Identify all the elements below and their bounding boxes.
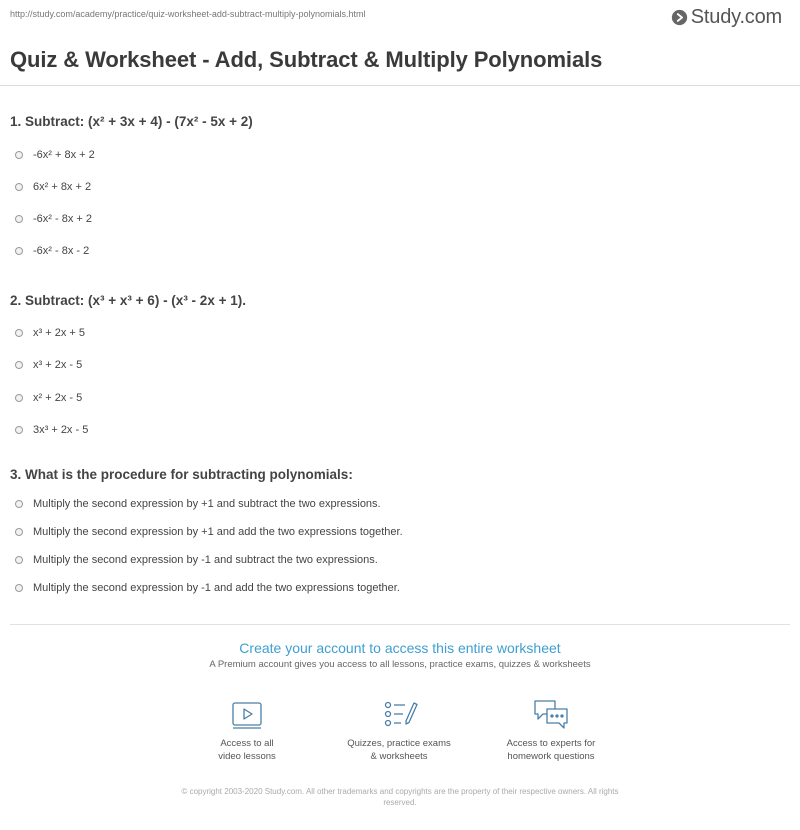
study-logo-icon bbox=[671, 9, 688, 26]
radio-button[interactable] bbox=[15, 426, 23, 434]
question-3 bbox=[10, 467, 353, 482]
question-1 bbox=[10, 114, 253, 129]
radio-button[interactable] bbox=[15, 528, 23, 536]
video-play-icon bbox=[227, 697, 267, 733]
answer-option[interactable] bbox=[15, 424, 88, 436]
option-label: -6x² + 8x + 2 bbox=[33, 149, 95, 161]
feature-experts bbox=[481, 697, 621, 764]
copyright-line2: reserved. bbox=[383, 798, 417, 808]
answer-option[interactable] bbox=[15, 498, 381, 510]
radio-button[interactable] bbox=[15, 584, 23, 592]
answer-option[interactable] bbox=[15, 213, 92, 225]
feature-quizzes bbox=[329, 697, 469, 764]
feature-video-lessons bbox=[177, 697, 317, 764]
answer-option[interactable] bbox=[15, 327, 85, 339]
question-prompt: Subtract: (x³ + x³ + 6) - (x³ - 2x + 1). bbox=[25, 293, 246, 308]
answer-option[interactable] bbox=[15, 245, 89, 257]
feature-label-line1: Access to experts for bbox=[506, 738, 596, 749]
checklist-icon bbox=[379, 697, 419, 733]
question-number: 3. bbox=[10, 467, 22, 482]
feature-label-line2: & worksheets bbox=[370, 751, 428, 763]
answer-option[interactable] bbox=[15, 554, 378, 566]
feature-label-line2: video lessons bbox=[218, 751, 276, 763]
title-divider bbox=[0, 85, 800, 86]
option-label: Multiply the second expression by +1 and subtract the two expressions. bbox=[33, 498, 381, 510]
radio-button[interactable] bbox=[15, 361, 23, 369]
cta-subtitle: A Premium account gives you access to all lessons, practice exams, quizzes & worksheets bbox=[209, 659, 591, 670]
radio-button[interactable] bbox=[15, 394, 23, 402]
radio-button[interactable] bbox=[15, 329, 23, 337]
option-label: x³ + 2x + 5 bbox=[33, 327, 85, 339]
question-number: 2. bbox=[10, 293, 22, 308]
page-title: Quiz & Worksheet - Add, Subtract & Multiply Polynomials bbox=[10, 47, 603, 72]
feature-label-line2: homework questions bbox=[507, 751, 595, 763]
radio-button[interactable] bbox=[15, 215, 23, 223]
chat-bubbles-icon bbox=[531, 697, 571, 733]
option-label: -6x² - 8x - 2 bbox=[33, 245, 90, 257]
answer-option[interactable] bbox=[15, 582, 400, 594]
radio-button[interactable] bbox=[15, 556, 23, 564]
answer-option[interactable] bbox=[15, 181, 91, 193]
option-label: -6x² - 8x + 2 bbox=[33, 213, 92, 225]
copyright-line1: © copyright 2003-2020 Study.com. All other trademarks and copyrights are the property of their respective owners. All rights bbox=[181, 787, 619, 796]
question-number: 1. bbox=[10, 114, 22, 129]
page-url: http://study.com/academy/practice/quiz-worksheet-add-subtract-multiply-polynomials.html bbox=[10, 9, 366, 19]
option-label: x³ + 2x - 5 bbox=[33, 359, 83, 371]
option-label: Multiply the second expression by -1 and add the two expressions together. bbox=[33, 582, 400, 594]
question-prompt: Subtract: (x² + 3x + 4) - (7x² - 5x + 2) bbox=[25, 114, 253, 129]
feature-label-line1: Access to all bbox=[220, 738, 274, 749]
radio-button[interactable] bbox=[15, 151, 23, 159]
cta-link[interactable]: Create your account to access this entire worksheet bbox=[239, 640, 561, 656]
radio-button[interactable] bbox=[15, 183, 23, 191]
radio-button[interactable] bbox=[15, 247, 23, 255]
option-label: Multiply the second expression by -1 and subtract the two expressions. bbox=[33, 554, 378, 566]
answer-option[interactable] bbox=[15, 526, 403, 538]
study-logo[interactable] bbox=[671, 6, 782, 29]
feature-label-line1: Quizzes, practice exams bbox=[347, 738, 451, 749]
answer-option[interactable] bbox=[15, 392, 82, 404]
copyright-notice bbox=[150, 786, 650, 808]
option-label: x² + 2x - 5 bbox=[33, 392, 83, 404]
option-label: 6x² + 8x + 2 bbox=[33, 181, 92, 193]
question-2 bbox=[10, 293, 246, 308]
answer-option[interactable] bbox=[15, 359, 82, 371]
brand-name: Study.com bbox=[690, 6, 782, 28]
question-prompt: What is the procedure for subtracting polynomials: bbox=[25, 467, 353, 482]
option-label: 3x³ + 2x - 5 bbox=[33, 424, 89, 436]
answer-option[interactable] bbox=[15, 149, 95, 161]
section-divider bbox=[10, 624, 790, 625]
option-label: Multiply the second expression by +1 and add the two expressions together. bbox=[33, 526, 403, 538]
radio-button[interactable] bbox=[15, 500, 23, 508]
